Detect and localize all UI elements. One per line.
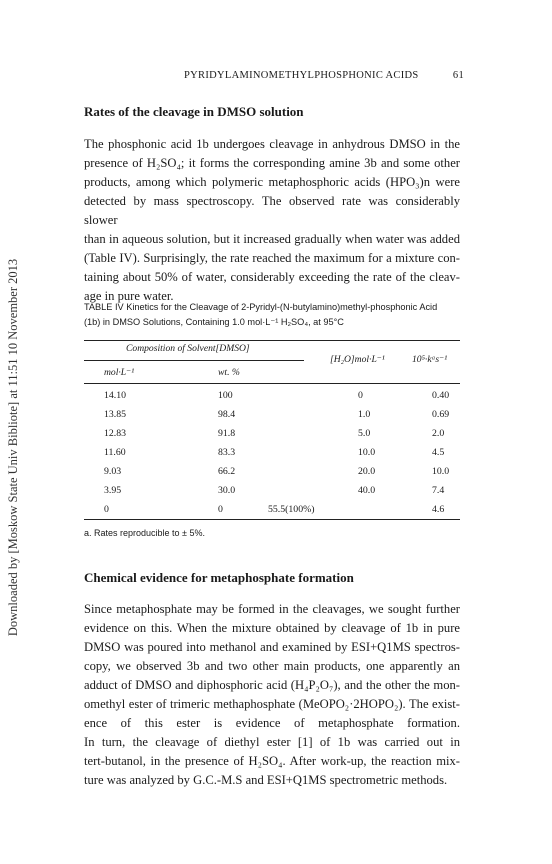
text-line: age in pure water. (84, 289, 174, 303)
table-cell: 100 (218, 390, 233, 401)
section-heading-metaphosphate: Chemical evidence for metaphosphate formation (84, 570, 354, 585)
running-title: PYRIDYLAMINOMETHYLPHOSPHONIC ACIDS (184, 70, 419, 81)
text-line: taining about 50% of water, considerably exceeding the rate of the cleav- (84, 270, 460, 284)
text-line: than in aqueous solution, but it increased gradually when water was added (84, 232, 460, 246)
header-bottom-rule (84, 383, 460, 384)
section-heading-dmso: Rates of the cleavage in DMSO solution (84, 104, 304, 119)
text-line: evidence on this. When the mixture obtained by cleavage of 1b in pure (84, 621, 460, 635)
text-line: (Table IV). Surprisingly, the rate reached the maximum for a mixture con- (84, 251, 460, 265)
table-cell: 0 (218, 504, 223, 515)
table-cell: 3.95 (104, 485, 122, 496)
table-cell: 30.0 (218, 485, 236, 496)
text-line: In turn, the cleavage of diethyl ester [1] of 1b was carried out in (84, 735, 460, 749)
text-line: detected by mass spectroscopy. The observed rate was considerably slower (84, 194, 460, 227)
col-wt-header: wt. % (218, 367, 240, 378)
section1-paragraph (84, 135, 460, 306)
table-cell: 98.4 (218, 409, 236, 420)
text-line: ture was analyzed by G.C.-M.S and ESI+Q1MS spectrometric methods. (84, 773, 448, 787)
table-cell: 10.0 (432, 466, 450, 477)
section2-paragraph (84, 600, 460, 790)
table-cell: 1.0 (358, 409, 371, 420)
table-cell: 0.40 (432, 390, 450, 401)
table-cell: 83.3 (218, 447, 236, 458)
table-cell: 0 (358, 390, 363, 401)
table-caption (84, 300, 464, 330)
text-line: Since metaphosphate may be formed in the cleavages, we sought further (84, 602, 460, 616)
group-rule (84, 360, 304, 361)
table-cell: 5.0 (358, 428, 371, 439)
caption-line-2: (1b) in DMSO Solutions, Containing 1.0 mol·L⁻¹ H₂SO₄, at 95°C (84, 317, 344, 327)
text-line: presence of H₂SO₄; it forms the corresponding amine 3b and some other (84, 156, 460, 170)
table-bottom-rule (84, 519, 460, 520)
group-header: Composition of Solvent[DMSO] (126, 343, 250, 354)
text-line: tert-butanol, in the presence of H₂SO₄. After work-up, the reaction mix- (84, 754, 460, 768)
text-line: DMSO was poured into methanol and examined by ESI+Q1MS spectros- (84, 640, 460, 654)
table-cell: 9.03 (104, 466, 122, 477)
col-mol-header: mol·L⁻¹ (104, 367, 135, 378)
table-cell: 0.69 (432, 409, 450, 420)
table-footnote: a. Rates reproducible to ± 5%. (84, 528, 206, 538)
table-cell: 66.2 (218, 466, 236, 477)
download-watermark: Downloaded by [Moskow State Univ Bibliote] at 11:51 10 November 2013 (6, 258, 21, 636)
table-cell: 0 (104, 504, 109, 515)
table-cell: 14.10 (104, 390, 127, 401)
table-cell: 55.5(100%) (268, 504, 315, 515)
table-cell: 2.0 (432, 428, 445, 439)
table-cell: 7.4 (432, 485, 445, 496)
table-cell: 11.60 (104, 447, 126, 458)
text-line: products, among which polymeric metaphosphoric acids (HPO₃)n were (84, 175, 460, 189)
page-number: 61 (452, 70, 464, 81)
table-top-rule (84, 340, 460, 341)
text-line: copy, we observed 3b and two other main products, one apparently an (84, 659, 460, 673)
table-cell: 40.0 (358, 485, 376, 496)
text-line: ence of this ester is evidence of metaphosphate formation. (84, 716, 460, 730)
caption-line-1: TABLE IV Kinetics for the Cleavage of 2-Pyridyl-(N-butylamino)methyl-phosphonic Acid (84, 302, 438, 312)
table-cell: 91.8 (218, 428, 236, 439)
table-cell: 10.0 (358, 447, 376, 458)
table-cell: 20.0 (358, 466, 376, 477)
text-line: adduct of DMSO and diphosphoric acid (H₄P₂O₇), and the other the mon- (84, 678, 460, 692)
text-line: omethyl ester of trimeric methaphosphate (MeOPO₂·2HOPO₂). The exist- (84, 697, 460, 711)
col-h2o-header: [H₂O]mol·L⁻¹ (330, 354, 385, 365)
table-cell: 12.83 (104, 428, 127, 439)
table-cell: 4.5 (432, 447, 445, 458)
table-cell: 13.85 (104, 409, 127, 420)
col-k-header: 10⁵·kᵃs⁻¹ (412, 354, 448, 365)
table-cell: 4.6 (432, 504, 445, 515)
text-line: The phosphonic acid 1b undergoes cleavage in anhydrous DMSO in the (84, 137, 460, 151)
